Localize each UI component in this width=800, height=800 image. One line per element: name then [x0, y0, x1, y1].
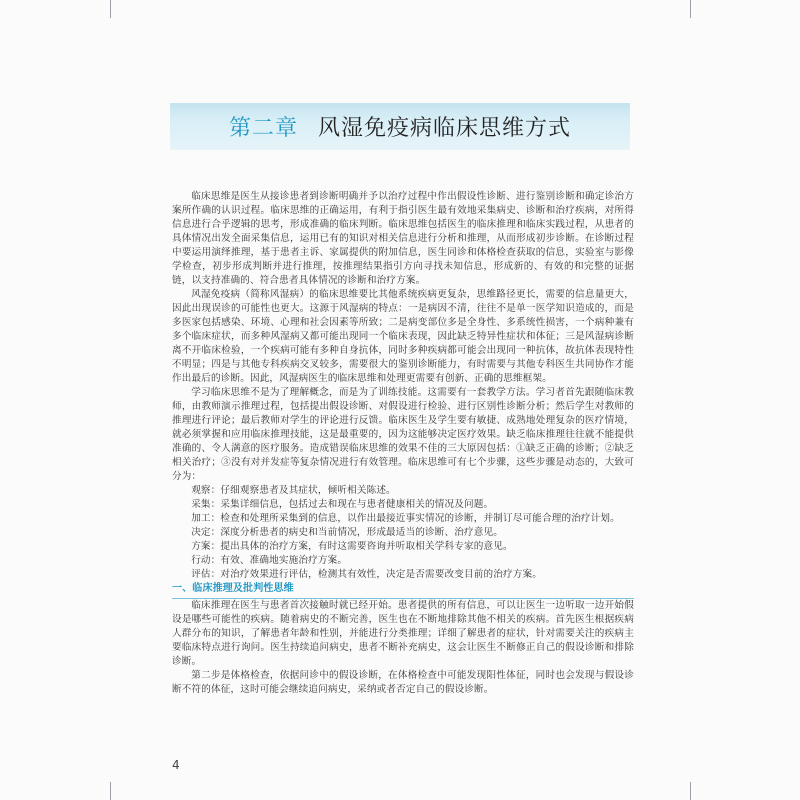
section-paragraph-2: 第二步是体格检查，依据问诊中的假设诊断，在体格检查中可能发现阳性体征，同时也会发现与假设诊断不符的体征，这时可能会继续追问病史，采纳或者否定自己的假设诊断。: [172, 670, 634, 695]
crop-mark-bottom-left: [110, 782, 111, 800]
step-item: 行动：有效、准确地实施治疗方案。: [191, 555, 348, 566]
paragraph-3: 学习临床思维不是为了理解概念，而是为了训练技能。这需要有一套教学方法。学习者首先跟随临床教师，由教师演示推理过程，包括提出假设诊断、对假设进行检验、进行区别性诊断分析；然后学生对教师的推理进行评论；最后教师对学生的评论进行反馈。临床医生及学生要有敏捷、成熟地处理复杂的医疗情境，就必须掌握和应用临床推理技能，这是最重要的，因为这能够决定医疗效果。缺乏临床推理往往就不能提供准确的、令人满意的医疗服务。造成错误临床思维的效果不佳的三大原因包括：①缺乏正确的诊断；②缺乏相关治疗；③没有对并发症等复杂情况进行有效管理。临床思维可有七个步骤，这些步骤是动态的，大致可分为：: [172, 387, 634, 482]
crop-mark-bottom-right: [690, 782, 691, 800]
step-item: 评估：对治疗效果进行评估，检测其有效性，决定是否需要改变目前的治疗方案。: [191, 569, 542, 580]
chapter-title: 风湿免疫病临床思维方式: [318, 116, 572, 141]
step-item: 观察：仔细观察患者及其症状，倾听相关陈述。: [191, 485, 396, 496]
section-paragraph-1: 临床推理在医生与患者首次接触时就已经开始。患者提供的所有信息，可以让医生一边听取一边开始假设是哪些可能性的疾病。随着病史的不断完善，医生也在不断地排除其他不相关的疾病。首先医生根据疾病人群分布的知识，了解患者年龄和性别，并能进行分类推理；详细了解患者的症状，针对需要关注的疾病主要临床特点进行询问。医生持续追问病史，患者不断补充病史，这会让医生不断修正自己的假设诊断和排除诊断。: [172, 600, 634, 667]
step-item: 方案：提出具体的治疗方案，有时这需要咨询并听取相关学科专家的意见。: [191, 541, 513, 552]
paragraph-1: 临床思维是医生从接诊患者到诊断明确并予以治疗过程中作出假设性诊断、进行鉴别诊断和确定诊治方案所作确的认识过程。临床思维的正确运用，有利于指引医生最有效地采集病史、诊断和治疗疾病，对所得信息进行合乎逻辑的思考，形成准确的临床判断。临床思维包括医生的临床推理和临床实践过程，从患者的具体情况出发全面采集信息，运用已有的知识对相关信息进行分析和推理，从而形成初步诊断。在诊断过程中要运用演绎推理，基于患者主诉、家属提供的附加信息，医生同诊和体格检查获取的信息，实验室与影像学检查，初步形成判断并进行推理，按推理结果指引方向寻找未知信息，形成新的、有效的和完整的证据链，以支持准确的、符合患者具体情况的诊断和治疗方案。: [172, 191, 634, 286]
body-text: [172, 190, 634, 697]
crop-mark-top-left: [110, 0, 111, 18]
page-number: 4: [172, 758, 180, 772]
step-item: 决定：深度分析患者的病史和当前情况，形成最适当的诊断、治疗意见。: [191, 527, 503, 538]
step-list: [172, 484, 634, 582]
paragraph-2: 风湿免疫病（简称风湿病）的临床思维要比其他系统疾病更复杂，思维路径更长，需要的信息量更大，因此出现误诊的可能性也更大。这源于风湿病的特点：一是病因不清，往往不是单一医学知识造成的，而是多医家包括感染、环境、心理和社会因素等所致；二是病变部位多是全身性、多系统性损害，一个病种兼有多个临床症状，而多种风湿病又都可能出现同一个临床表现，因此缺乏特异性症状和体征；三是风湿病诊断离不开临床检验，一个疾病可能有多种自身抗体，同时多种疾病都可能会出现同一种抗体，故抗体表现特性不明显；四是与其他专科疾病交叉较多，需要很大的鉴别诊断能力，有时需要与其他专科医生共同协作才能作出最后的诊断。因此，风湿病医生的临床思维和处理更需要有创新、正确的思维框架。: [172, 289, 634, 384]
chapter-header: [170, 103, 630, 150]
crop-mark-top-right: [690, 0, 691, 18]
step-item: 采集：采集详细信息，包括过去和现在与患者健康相关的情况及问题。: [191, 499, 494, 510]
chapter-number: 第二章: [228, 116, 298, 141]
section-heading: 一、临床推理及批判性思维: [172, 582, 634, 599]
step-item: 加工：检查和处理所采集到的信息，以作出最接近事实情况的诊断，并制订尽可能合理的治疗计划。: [191, 513, 620, 524]
